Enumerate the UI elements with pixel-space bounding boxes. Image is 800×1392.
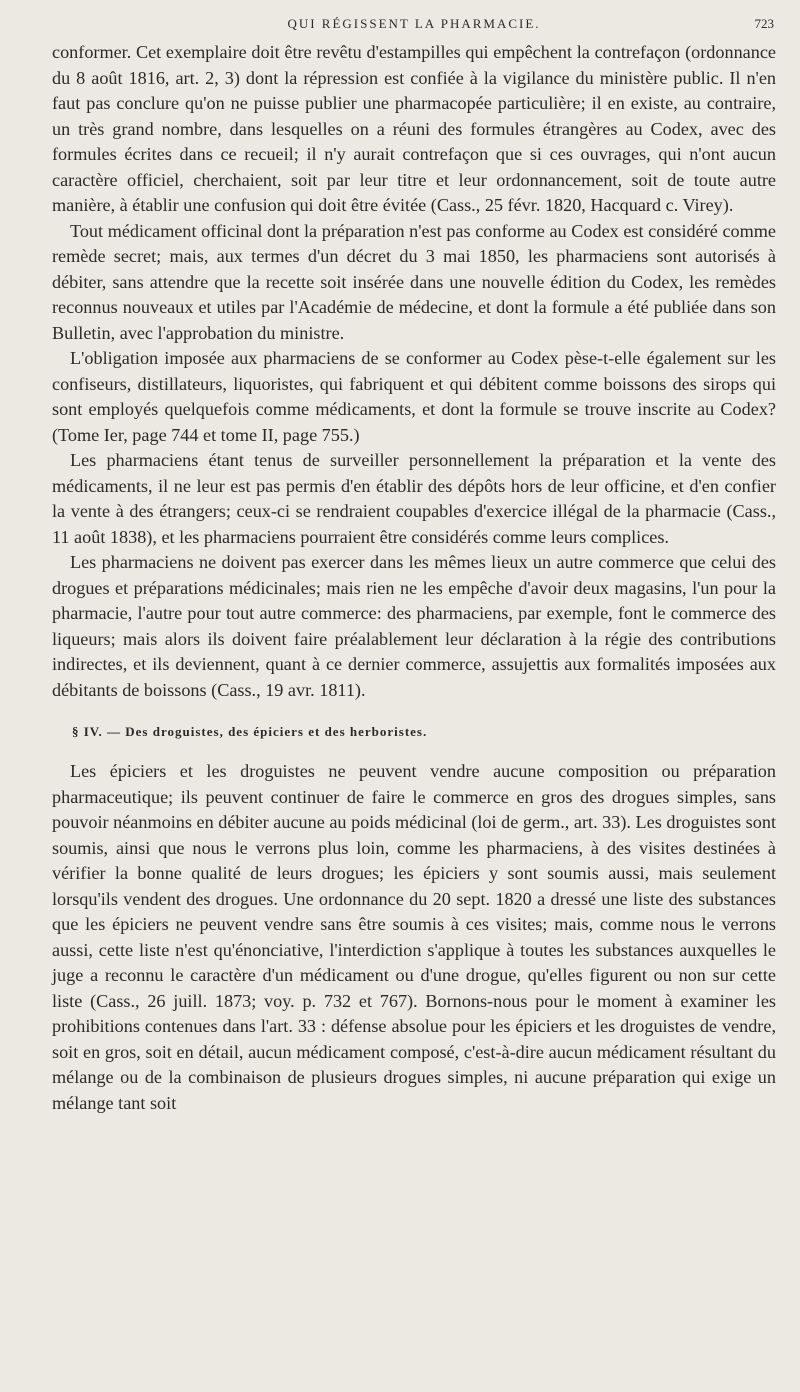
section-heading: § IV. — Des droguistes, des épiciers et des herboristes.: [72, 724, 428, 739]
paragraph-grocers-druggists: Les épiciers et les droguistes ne peuvent vendre aucune composition ou préparation pharmaceutique; ils peuvent continuer de faire le commerce en gros des drogues simples, sans pouvoir néanmoins en débiter aucune au poids médicinal (loi de germ., art. 33). Les droguistes sont soumis, ainsi que nous le verrons plus loin, comme les pharmaciens, à des visites destinées à vérifier la bonne qualité de leurs drogues; les épiciers y sont soumis aussi, mais seulement lorsqu'ils vendent des drogues. Une ordonnance du 20 sept. 1820 a dressé une liste des substances que les épiciers ne peuvent vendre sans être soumis à ces visites; mais, comme nous le verrons aussi, cette liste n'est qu'énonciative, l'interdiction s'applique à toutes les substances auxquelles le juge a reconnu le caractère d'un médicament ou d'une drogue, qu'elles figurent ou non sur cette liste (Cass., 26 juill. 1873; voy. p. 732 et 767). Bornons-nous pour le moment à examiner les prohibitions contenues dans l'art. 33 : défense absolue pour les épiciers et les droguistes de vendre, soit en gros, soit en détail, aucun médicament composé, c'est-à-dire aucun médicament résultant du mélange ou de la combinaison de plusieurs drogues simples, ni aucune préparation qui exige un mélange tant soit: [52, 761, 776, 1113]
page-header: [54, 16, 774, 38]
paragraph-depots: Les pharmaciens étant tenus de surveiller personnellement la préparation et la vente des médicaments, il ne leur est pas permis d'en établir des dépôts hors de leur officine, et d'en confier la vente à des étrangers; ceux-ci se rendraient coupables d'exercice illégal de la pharmacie (Cass., 11 août 1838), et les pharmaciens pourraient être considérés comme leurs complices.: [52, 450, 776, 547]
paragraph-confectioners: L'obligation imposée aux pharmaciens de se conformer au Codex pèse-t-elle également sur les confiseurs, distillateurs, liquoristes, qui fabriquent et qui débitent comme boissons des sirops qui sont employés quelquefois comme médicaments, et dont la formule se trouve inscrite au Codex? (Tome Ier, page 744 et tome II, page 755.): [52, 348, 776, 445]
paragraph-other-commerce: Les pharmaciens ne doivent pas exercer dans les mêmes lieux un autre commerce que celui des drogues et préparations médicinales; mais rien ne les empêche d'avoir deux magasins, l'un pour la pharmacie, l'autre pour tout autre commerce: des pharmaciens, par exemple, font le commerce des liqueurs; mais alors ils doivent faire préalablement leur déclaration à la régie des contributions indirectes, et ils deviennent, quant à ce dernier commerce, assujettis aux formalités imposées aux débitants de boissons (Cass., 19 avr. 1811).: [52, 552, 776, 700]
body-text: [52, 40, 776, 1116]
paragraph-codex-counterfeit: conformer. Cet exemplaire doit être revêtu d'estampilles qui empêchent la contrefaçon (ordonnance du 8 août 1816, art. 2, 3) dont la répression est confiée à la vigilance du ministère public. Il n'en faut pas conclure qu'on ne puisse publier une pharmacopée particulière; il en existe, au contraire, un très grand nombre, dans lesquelles on a réuni des formules étrangères au Codex, avec des formules écrites dans ce recueil; il n'y aurait contrefaçon que si ces ouvrages, qui n'ont aucun caractère officiel, cherchaient, soit par leur titre et leur ordonnancement, soit de toute autre manière, à établir une confusion qui doit être évitée (Cass., 25 févr. 1820, Hacquard c. Virey).: [52, 42, 776, 215]
paragraph-secret-remedies: Tout médicament officinal dont la préparation n'est pas conforme au Codex est considéré comme remède secret; mais, aux termes d'un décret du 3 mai 1850, les pharmaciens sont autorisés à débiter, sans attendre que la recette soit insérée dans une nouvelle édition du Codex, les remèdes reconnus nouveaux et utiles par l'Académie de médecine, et dont la formule a été publiée dans son Bulletin, avec l'approbation du ministre.: [52, 220, 776, 343]
running-head: QUI RÉGISSENT LA PHARMACIE.: [287, 16, 541, 31]
page-number: 723: [754, 16, 774, 31]
